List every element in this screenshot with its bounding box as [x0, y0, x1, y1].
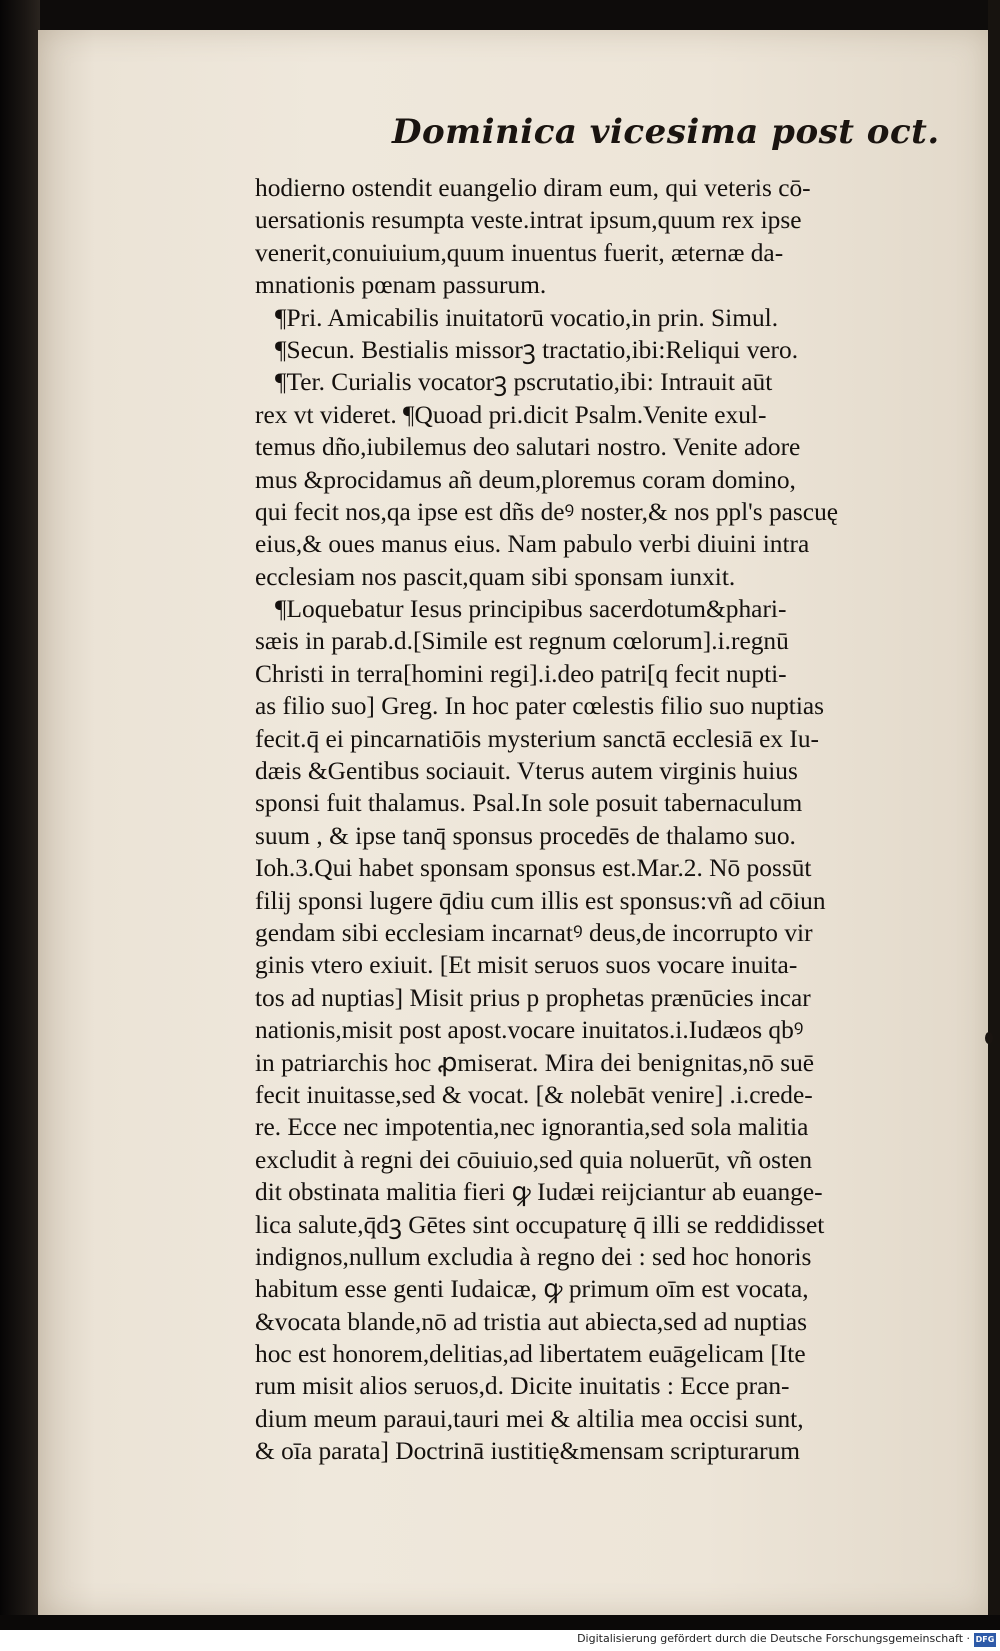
text-line: sæis in parab.d.[Simile est regnum cœlorum].i.regnū — [255, 627, 789, 656]
text-line: dium meum paraui,tauri mei & altilia mea occisi sunt, — [255, 1404, 804, 1433]
text-line: ¶Secun. Bestialis missorꝫ tractatio,ibi:Reliqui vero. — [275, 335, 799, 364]
ink-spot — [985, 1032, 993, 1044]
text-line: qui fecit nos,qa ipse est dñs deꝰ noster,& nos ppl's pascuę — [255, 497, 839, 526]
dfg-logo-icon: DFG — [974, 1633, 996, 1647]
text-line: mnationis pœnam passurum. — [255, 271, 547, 300]
text-line: dæis &Gentibus sociauit. Vterus autem virginis huius — [255, 757, 798, 786]
text-line: ginis vtero exiuit. [Et misit seruos suos vocare inuita- — [255, 951, 798, 980]
text-line: &vocata blande,nō ad tristia aut abiecta,sed ad nuptias — [255, 1307, 808, 1336]
text-line: Ioh.3.Qui habet sponsam sponsus est.Mar.2. Nō possūt — [255, 854, 812, 883]
text-line: fecit.q̄ ei pincarnatiōis mysterium sanctā ecclesiā ex Iu- — [255, 724, 819, 753]
text-line: ¶Ter. Curialis vocatorꝫ pscrutatio,ibi: Intrauit aūt — [275, 368, 773, 397]
text-line: Christi in terra[homini regi].i.deo patri[q fecit nupti- — [255, 659, 787, 688]
text-line: filij sponsi lugere q̄diu cum illis est sponsus:vñ ad cōiun — [255, 886, 826, 915]
text-line: venerit,conuiuium,quum inuentus fuerit, æternæ da- — [255, 238, 784, 267]
text-line: as filio suo] Greg. In hoc pater cœlestis filio suo nuptias — [255, 692, 825, 721]
text-line: suum , & ipse tanq̄ sponsus procedēs de thalamo suo. — [255, 821, 796, 850]
text-line: excludit à regni dei cōuiuio,sed quia noluerūt, vñ osten — [255, 1145, 813, 1174]
text-line: & oīa parata] Doctrinā iustitię&mensam scripturarum — [255, 1437, 801, 1466]
text-line: dit obstinata malitia fieri ꝙ Iudæi reijciantur ab euange- — [255, 1178, 823, 1207]
digitization-footer — [0, 1630, 1000, 1651]
text-line: tos ad nuptias] Misit prius p prophetas prænūcies incar — [255, 983, 811, 1012]
text-line: in patriarchis hoc ꝓmiserat. Mira dei benignitas,nō suē — [255, 1048, 815, 1077]
text-line: uersationis resumpta veste.intrat ipsum,quum rex ipse — [255, 206, 802, 235]
text-line: indignos,nullum excludia à regno dei : sed hoc honoris — [255, 1242, 812, 1271]
text-line: ¶Pri. Amicabilis inuitatorū vocatio,in prin. Simul. — [275, 303, 779, 332]
text-line: sponsi fuit thalamus. Psal.In sole posuit tabernaculum — [255, 789, 803, 818]
text-line: habitum esse genti Iudaicæ, ꝙ primum oīm est vocata, — [255, 1275, 809, 1304]
body-text — [255, 172, 940, 1468]
text-line: hoc est honorem,delitias,ad libertatem euāgelicam [Ite — [255, 1340, 806, 1369]
bleed-through-mark — [0, 205, 34, 223]
running-head: Dominica vicesima post oct. — [392, 112, 940, 152]
text-line: hodierno ostendit euangelio diram eum, qui veteris cō- — [255, 174, 811, 202]
text-line: fecit inuitasse,sed & vocat. [& nolebāt venire] .i.crede- — [255, 1080, 813, 1109]
funding-credit: Digitalisierung gefördert durch die Deutsche Forschungsgemeinschaft · — [577, 1632, 970, 1645]
text-line: rum misit alios seruos,d. Dicite inuitatis : Ecce pran- — [255, 1372, 790, 1401]
text-line: re. Ecce nec impotentia,nec ignorantia,sed sola malitia — [255, 1113, 809, 1142]
text-line: gendam sibi ecclesiam incarnatꝰ deus,de incorrupto vir — [255, 918, 813, 947]
scan-right-edge — [988, 0, 1000, 1620]
text-line: nationis,misit post apost.vocare inuitatos.i.Iudæos qbꝰ — [255, 1016, 804, 1045]
text-line: temus dño,iubilemus deo salutari nostro. Venite adore — [255, 433, 801, 462]
text-line: ¶Loquebatur Iesus principibus sacerdotum&phari- — [275, 595, 787, 624]
text-line: lica salute,q̄dꝫ Gētes sint occupaturę q̄ illi se reddidisset — [255, 1210, 825, 1239]
text-line: ecclesiam nos pascit,quam sibi sponsam iunxit. — [255, 562, 736, 591]
scan-left-edge — [0, 0, 40, 1620]
text-line: rex vt videret. ¶Quoad pri.dicit Psalm.Venite exul- — [255, 400, 767, 429]
scan-bottom-edge — [0, 1615, 1000, 1630]
text-line: mus &procidamus añ deum,ploremus coram domino, — [255, 465, 796, 494]
text-line: eius,& oues manus eius. Nam pabulo verbi diuini intra — [255, 530, 810, 559]
